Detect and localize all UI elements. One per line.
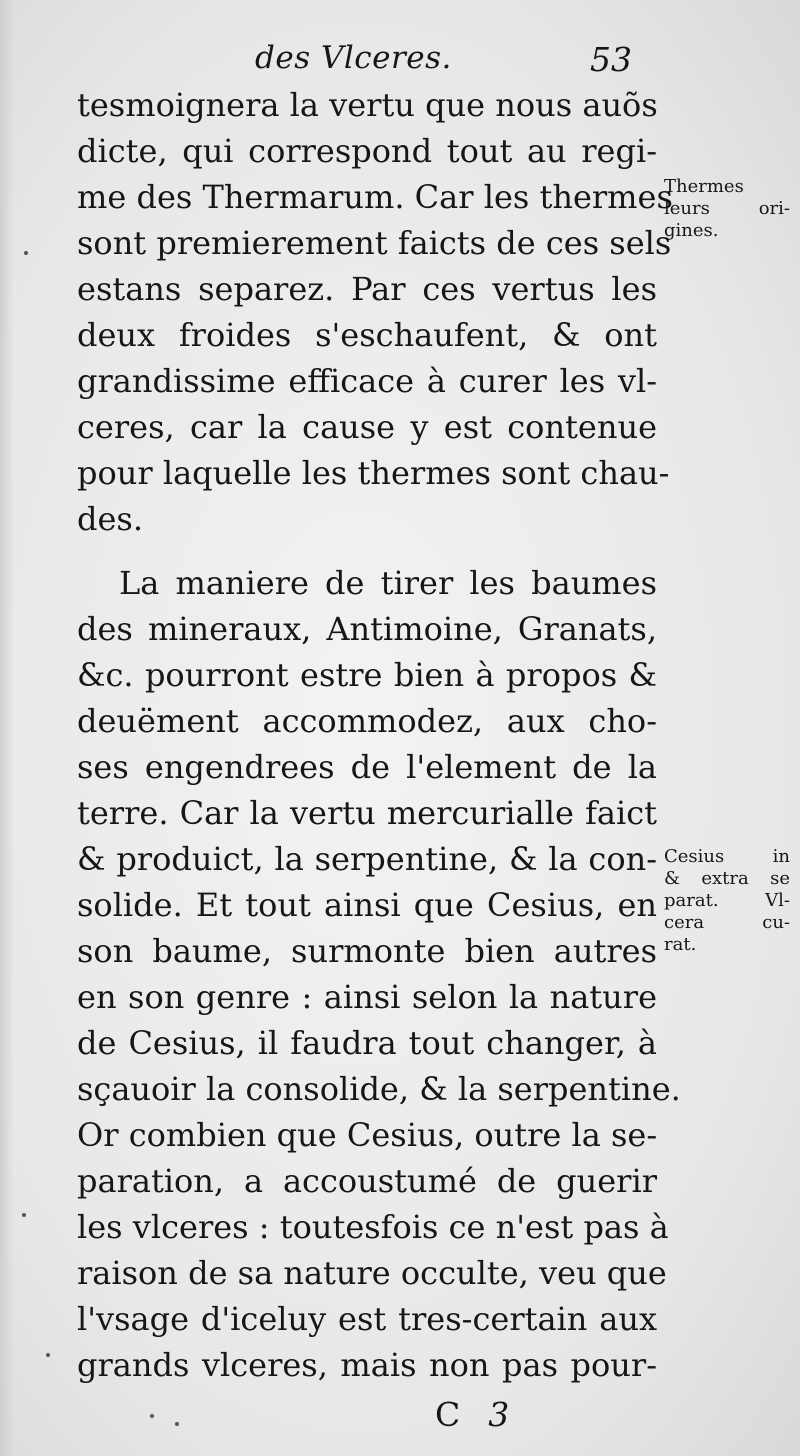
- text-line: tesmoignera la vertu que nous auõs: [77, 86, 658, 124]
- text-line: me des Thermarum. Car les thermes: [77, 178, 673, 216]
- ink-speck: [22, 1213, 26, 1217]
- body-text: [77, 82, 681, 1388]
- ink-speck: [24, 251, 28, 255]
- text-line: Or combien que Cesius, outre la se-: [77, 1116, 658, 1154]
- signature-letter: C: [435, 1395, 463, 1434]
- text-line: pour laquelle les thermes sont chau-: [77, 454, 670, 492]
- text-line: &c. pourront estre bien à propos &: [77, 656, 657, 694]
- page-number: 53: [590, 40, 632, 79]
- marginal-note-line: cera cu-: [664, 912, 790, 933]
- marginal-note-line: & extra se: [664, 868, 790, 889]
- marginal-note-line: gines.: [664, 220, 719, 241]
- text-line: sont premierement faicts de ces sels: [77, 224, 672, 262]
- text-line: en son genre : ainsi selon la nature: [77, 978, 657, 1016]
- text-line: ses engendrees de l'element de la: [77, 748, 657, 786]
- signature-mark: [435, 1395, 511, 1434]
- marginal-note-line: Cesius in: [664, 846, 790, 867]
- text-line: estans separez. Par ces vertus les: [77, 270, 657, 308]
- text-line: grands vlceres, mais non pas pour-: [77, 1346, 657, 1384]
- marginal-note-line: rat.: [664, 934, 697, 955]
- text-line: deux froides s'eschaufent, & ont: [77, 316, 657, 354]
- text-line: solide. Et tout ainsi que Cesius, en: [77, 886, 657, 924]
- text-line: grandissime efficace à curer les vl-: [77, 362, 657, 400]
- ink-speck: [46, 1353, 50, 1357]
- marginal-note-thermes: [664, 176, 790, 242]
- running-head: des Vlceres.: [255, 40, 452, 76]
- text-line: l'vsage d'iceluy est tres-certain aux: [77, 1300, 657, 1338]
- ink-speck: [150, 1414, 154, 1418]
- text-line: de Cesius, il faudra tout changer, à: [77, 1024, 657, 1062]
- text-line: raison de sa nature occulte, veu que: [77, 1254, 667, 1292]
- text-line: des mineraux, Antimoine, Granats,: [77, 610, 657, 648]
- text-line: dicte, qui correspond tout au regi-: [77, 132, 657, 170]
- text-line: des.: [77, 500, 144, 538]
- text-line: sçauoir la consolide, & la serpentine.: [77, 1070, 681, 1108]
- text-line: les vlceres : toutesfois ce n'est pas à: [77, 1208, 669, 1246]
- marginal-note-line: Thermes: [664, 176, 744, 197]
- marginal-note-line: leurs ori-: [664, 198, 790, 219]
- ink-speck: [175, 1422, 179, 1426]
- text-line: & produict, la serpentine, & la con-: [77, 840, 657, 878]
- text-line: deuëment accommodez, aux cho-: [77, 702, 657, 740]
- marginal-note-line: parat. Vl-: [664, 890, 790, 911]
- signature-number: 3: [488, 1395, 512, 1434]
- paragraph-first-line: La maniere de tirer les baumes: [119, 564, 657, 602]
- page-gutter-shadow: [0, 0, 14, 1456]
- marginal-note-cesius: [664, 846, 790, 956]
- text-line: ceres, car la cause y est contenue: [77, 408, 657, 446]
- text-line: son baume, surmonte bien autres: [77, 932, 657, 970]
- text-line: terre. Car la vertu mercurialle faict: [77, 794, 657, 832]
- text-line: paration, a accoustumé de guerir: [77, 1162, 657, 1200]
